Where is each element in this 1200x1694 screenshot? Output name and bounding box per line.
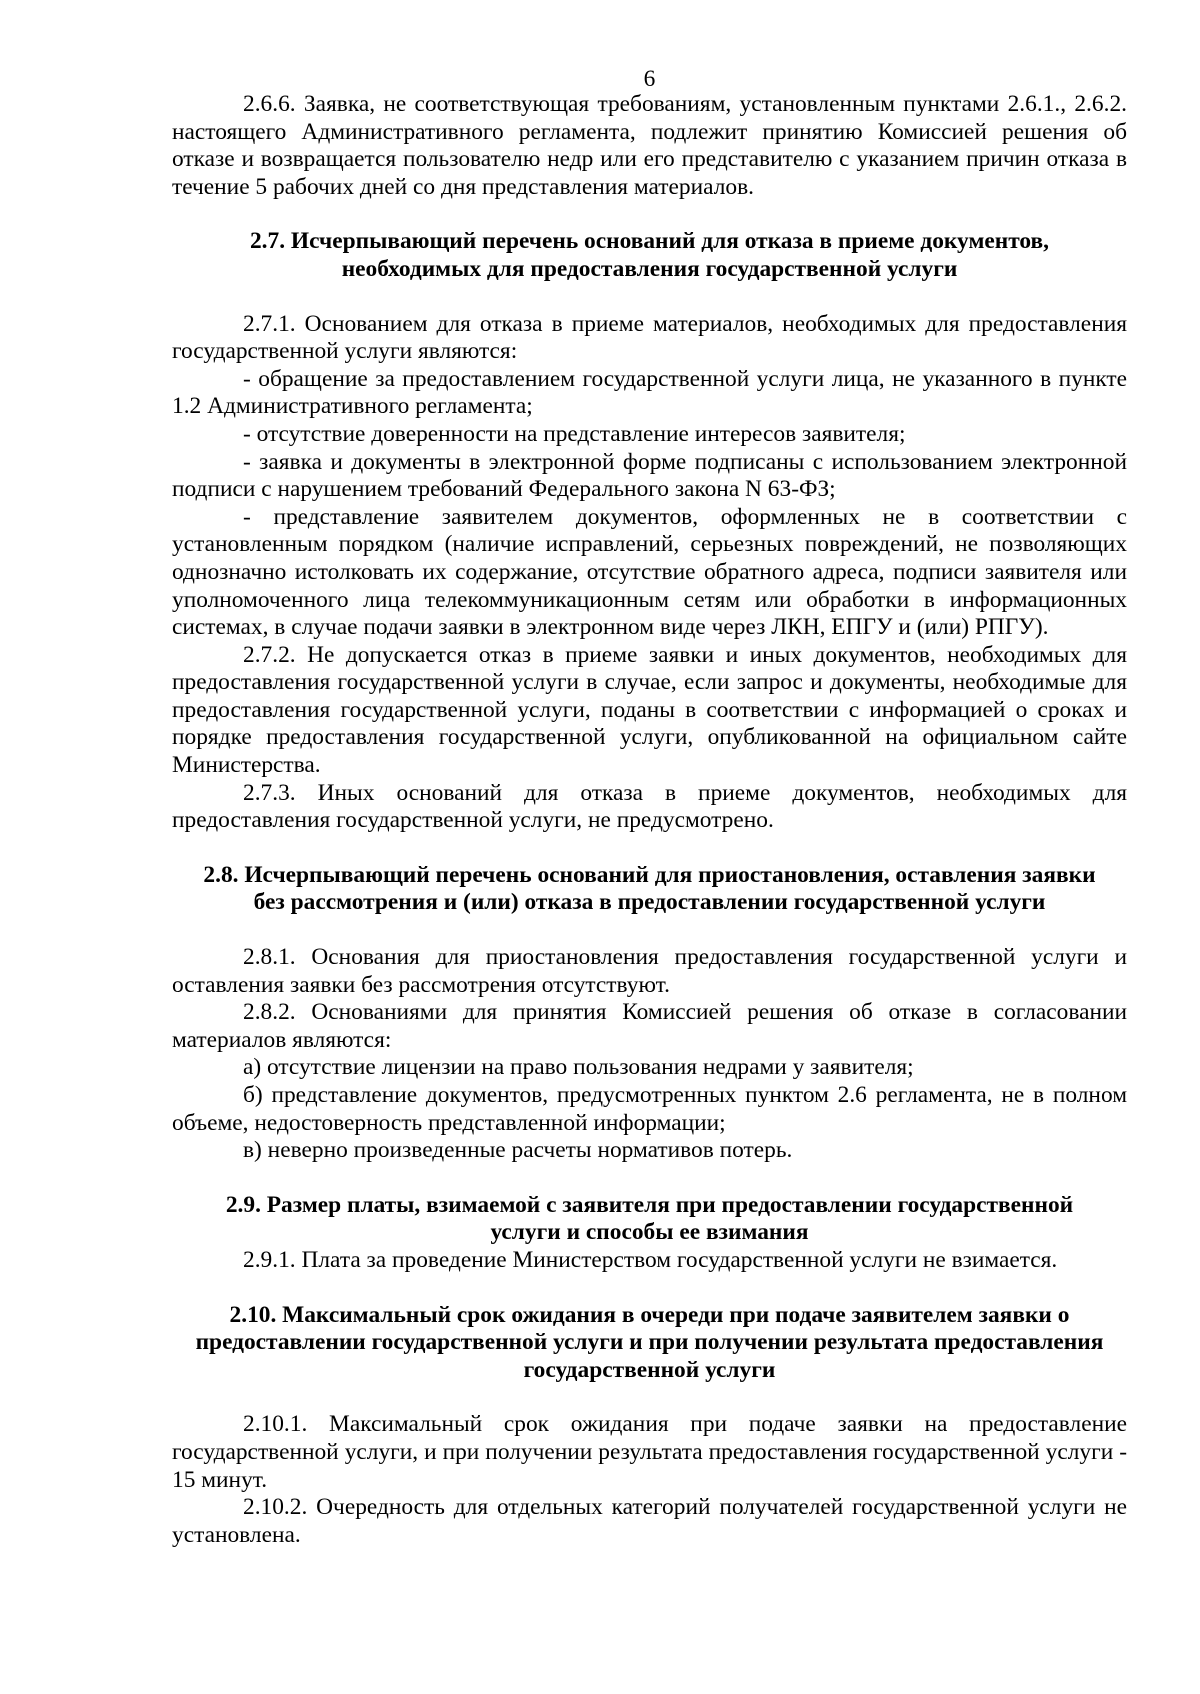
paragraph-2-7-1-item-4: - представление заявителем документов, оформленных не в соответствии с установленным порядком (наличие исправлений, серьезных повреждений, не позволяющих однозначно истолковать их содержание, отсутствие обратного адреса, подписи заявителя или уполномоченного лица телекоммуникационным сетям или обработки в информационных системах, в случае подачи заявки в электронном виде через ЛКН, ЕПГУ и (или) РПГУ).	[172, 503, 1127, 641]
heading-2-10-line-3: государственной услуги	[523, 1356, 776, 1383]
heading-2-9-line-2: услуги и способы ее взимания	[490, 1219, 809, 1246]
paragraph-2-7-2: 2.7.2. Не допускается отказ в приеме заявки и иных документов, необходимых для предоставления государственной услуги в случае, если запрос и документы, необходимые для предоставления государственной услуги, поданы в соответствии с информацией о сроках и порядке предоставления государственной услуги, опубликованной на официальном сайте Министерства.	[172, 641, 1127, 779]
paragraph-2-8-1: 2.8.1. Основания для приостановления предоставления государственной услуги и оставления заявки без рассмотрения отсутствуют.	[172, 944, 1127, 998]
document-page	[172, 66, 1127, 1549]
heading-2-8	[172, 862, 1127, 917]
paragraph-2-7-1-item-1: - обращение за предоставлением государственной услуги лица, не указанного в пункте 1.2 Административного регламента;	[172, 365, 1127, 420]
heading-2-8-line-1: 2.8. Исчерпывающий перечень оснований для приостановления, оставления заявки	[203, 861, 1096, 888]
paragraph-2-7-1: 2.7.1. Основанием для отказа в приеме материалов, необходимых для предоставления государственной услуги являются:	[172, 310, 1127, 365]
heading-2-7	[172, 228, 1127, 283]
paragraph-2-7-3: 2.7.3. Иных оснований для отказа в приеме документов, необходимых для предоставления государственной услуги, не предусмотрено.	[172, 779, 1127, 834]
page-number: 6	[643, 66, 656, 92]
heading-2-9	[172, 1192, 1127, 1247]
paragraph-2-7-1-item-2: - отсутствие доверенности на представление интересов заявителя;	[243, 420, 906, 447]
heading-2-8-line-2: без рассмотрения и (или) отказа в предоставлении государственной услуги	[253, 889, 1046, 916]
paragraph-2-8-2-item-a: а) отсутствие лицензии на право пользования недрами у заявителя;	[243, 1054, 914, 1081]
heading-2-7-line-1: 2.7. Исчерпывающий перечень оснований для отказа в приеме документов,	[249, 228, 1050, 255]
heading-2-7-line-2: необходимых для предоставления государственной услуги	[341, 255, 958, 282]
paragraph-2-10-2: 2.10.2. Очередность для отдельных категорий получателей государственной услуги не установлена.	[172, 1494, 1127, 1548]
heading-2-10-line-1: 2.10. Максимальный срок ожидания в очереди при подаче заявителем заявки о	[229, 1301, 1070, 1328]
paragraph-2-9-1: 2.9.1. Плата за проведение Министерством государственной услуги не взимается.	[243, 1246, 1058, 1273]
paragraph-2-7-1-item-3: - заявка и документы в электронной форме подписаны с использованием электронной подписи с нарушением требований Федерального закона N 63-ФЗ;	[172, 448, 1127, 503]
heading-2-10-line-2: предоставлении государственной услуги и при получении результата предоставления	[195, 1329, 1104, 1356]
heading-2-10	[172, 1302, 1127, 1385]
paragraph-2-6-6: 2.6.6. Заявка, не соответствующая требованиям, установленным пунктами 2.6.1., 2.6.2. настоящего Административного регламента, подлежит принятию Комиссией решения об отказе и возвращается пользователю недр или его представителю с указанием причин отказа в течение 5 рабочих дней со дня представления материалов.	[172, 91, 1127, 200]
paragraph-2-8-2-item-c: в) неверно произведенные расчеты нормативов потерь.	[243, 1137, 793, 1164]
paragraph-2-8-2: 2.8.2. Основаниями для принятия Комиссией решения об отказе в согласовании материалов являются:	[172, 999, 1127, 1053]
paragraph-2-10-1: 2.10.1. Максимальный срок ожидания при подаче заявки на предоставление государственной услуги, и при получении результата предоставления государственной услуги - 15 минут.	[172, 1411, 1127, 1493]
paragraph-2-8-2-item-b: б) представление документов, предусмотренных пунктом 2.6 регламента, не в полном объеме, недостоверность представленной информации;	[172, 1082, 1127, 1136]
heading-2-9-line-1: 2.9. Размер платы, взимаемой с заявителя при предоставлении государственной	[225, 1191, 1074, 1218]
